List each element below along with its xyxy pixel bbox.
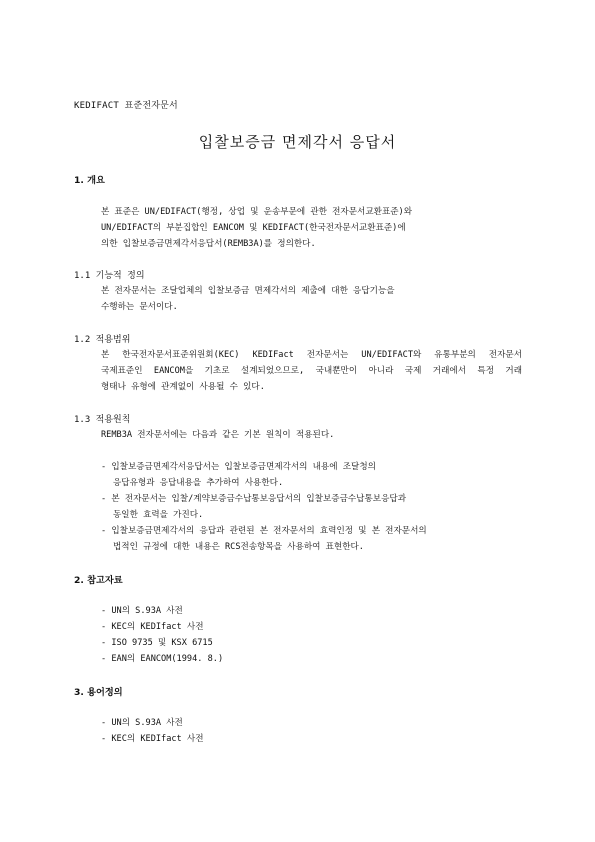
reference-item: - EAN의 EANCOM(1994. 8.) xyxy=(101,654,224,664)
subsection-1-3-intro: REMB3A 전자문서에는 다음과 같은 기본 원칙이 적용된다. xyxy=(101,430,335,440)
subsection-1-2-line: 본 한국전자문서표준위원회(KEC) KEDIFact 전자문서는 UN/EDIFACT와 유통부분의 전자문서 xyxy=(101,350,522,360)
terminology-item: - UN의 S.93A 사전 xyxy=(101,718,183,728)
section-1-line: UN/EDIFACT의 부분집합인 EANCOM 및 KEDIFACT(한국전자문서교환표준)에 xyxy=(101,223,406,233)
section-1-line: 의한 입찰보증금면제각서응답서(REMB3A)를 정의한다. xyxy=(101,239,316,249)
principle-item: - 본 전자문서는 입찰/계약보증금수납통보응답서의 입찰보증금수납통보응답과 xyxy=(101,494,406,504)
section-3-heading: 3. 용어정의 xyxy=(74,687,123,698)
terminology-item: - KEC의 KEDIfact 사전 xyxy=(101,734,204,744)
section-2-heading: 2. 참고자료 xyxy=(74,575,123,586)
subsection-1-1-line: 수행하는 문서이다. xyxy=(101,302,178,312)
principle-item-continuation: 응답유형과 응답내용을 추가하여 사용한다. xyxy=(113,478,284,488)
subsection-1-2-heading: 1.2 적용범위 xyxy=(74,335,131,345)
document-title: 입찰보증금 면제각서 응답서 xyxy=(198,133,397,151)
principle-item: - 입찰보증금면제각서응답서는 입찰보증금면제각서의 내용에 조달청의 xyxy=(101,462,376,472)
reference-item: - KEC의 KEDIfact 사전 xyxy=(101,622,204,632)
subsection-1-1-line: 본 전자문서는 조달업체의 입찰보증금 면제각서의 제출에 대한 응답기능을 xyxy=(101,286,395,296)
section-1-line: 본 표준은 UN/EDIFACT(행정, 상업 및 운송부문에 관한 전자문서교환표준)와 xyxy=(101,207,413,217)
subsection-1-1-heading: 1.1 기능적 정의 xyxy=(74,271,145,281)
subsection-1-3-heading: 1.3 적용원칙 xyxy=(74,415,131,425)
principle-item-continuation: 법적인 규정에 대한 내용은 RCS전송항목을 사용하여 표현한다. xyxy=(113,542,364,552)
subsection-1-2-line: 국제표준인 EANCOM을 기초로 설계되었으므로, 국내뿐만이 아니라 국제 거래에서 특정 거래 xyxy=(101,366,522,376)
principle-item-continuation: 동일한 효력을 가진다. xyxy=(113,510,204,520)
reference-item: - UN의 S.93A 사전 xyxy=(101,606,183,616)
principle-item: - 입찰보증금면제각서의 응답과 관련된 본 전자문서의 효력인정 및 본 전자문서의 xyxy=(101,526,427,536)
document-header: KEDIFACT 표준전자문서 xyxy=(74,101,178,111)
section-1-heading: 1. 개요 xyxy=(74,175,105,186)
reference-item: - ISO 9735 및 KSX 6715 xyxy=(101,638,213,648)
subsection-1-2-line: 형태나 유형에 관계없이 사용될 수 있다. xyxy=(101,382,265,392)
